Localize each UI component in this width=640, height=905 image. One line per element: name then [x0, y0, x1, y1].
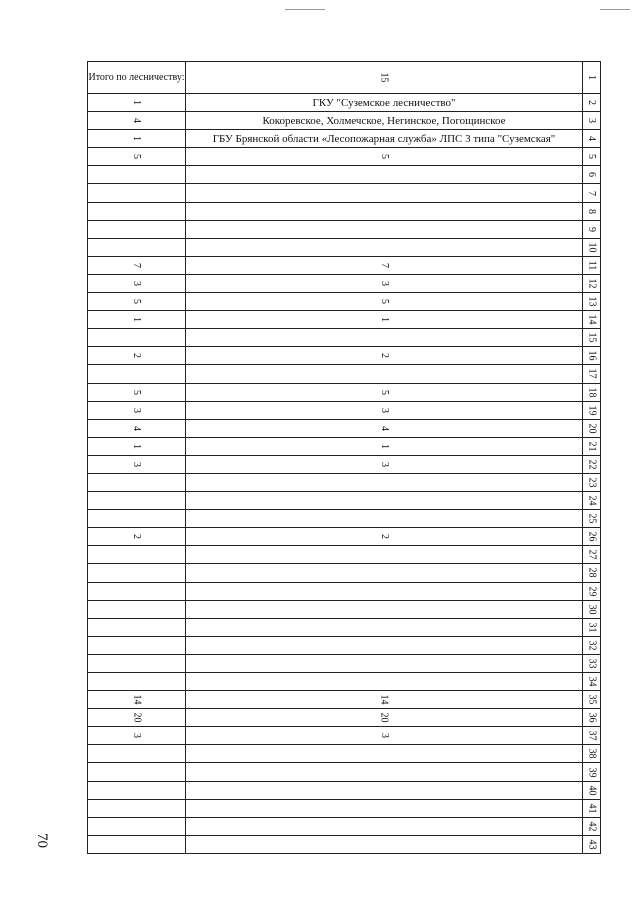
table-row	[88, 799, 601, 817]
total-cell	[88, 184, 186, 202]
total-cell: 2	[88, 528, 186, 546]
total-cell	[88, 202, 186, 220]
row-number: 23	[583, 473, 601, 491]
main-cell	[186, 365, 583, 383]
row-number: 9	[583, 220, 601, 238]
table-row	[88, 636, 601, 654]
table-row	[88, 293, 601, 311]
row-number: 21	[583, 437, 601, 455]
total-cell	[88, 510, 186, 528]
total-cell: 20	[88, 709, 186, 727]
main-cell	[186, 835, 583, 853]
table-row	[88, 437, 601, 455]
main-cell	[186, 781, 583, 799]
total-header: Итого по лесничеству:	[88, 62, 186, 94]
row-number: 25	[583, 510, 601, 528]
main-cell	[186, 600, 583, 618]
main-cell	[186, 564, 583, 582]
total-cell: 1	[88, 130, 186, 148]
total-cell	[88, 546, 186, 564]
total-cell: 5	[88, 293, 186, 311]
table-row	[88, 618, 601, 636]
main-cell	[186, 745, 583, 763]
row-number: 40	[583, 781, 601, 799]
row-number: 39	[583, 763, 601, 781]
table-row	[88, 311, 601, 329]
total-cell: 5	[88, 383, 186, 401]
row-number: 42	[583, 817, 601, 835]
total-cell	[88, 636, 186, 654]
table-row	[88, 148, 601, 166]
total-cell	[88, 166, 186, 184]
row-number: 2	[583, 94, 601, 112]
total-cell	[88, 763, 186, 781]
row-number: 29	[583, 582, 601, 600]
main-cell: 3	[186, 455, 583, 473]
total-cell	[88, 582, 186, 600]
total-cell	[88, 492, 186, 510]
total-cell: 3	[88, 274, 186, 292]
row-number: 20	[583, 419, 601, 437]
main-cell: 3	[186, 274, 583, 292]
row-number: 24	[583, 492, 601, 510]
main-cell: 1	[186, 437, 583, 455]
total-cell	[88, 745, 186, 763]
row-number: 34	[583, 673, 601, 691]
main-cell	[186, 166, 583, 184]
table-row	[88, 691, 601, 709]
row-number: 13	[583, 293, 601, 311]
table-row	[88, 492, 601, 510]
total-cell	[88, 329, 186, 347]
table-row	[88, 781, 601, 799]
main-cell: 4	[186, 419, 583, 437]
table-row	[88, 564, 601, 582]
main-cell: 5	[186, 293, 583, 311]
main-cell: ГБУ Брянской области «Лесопожарная служба» ЛПС 3 типа "Суземская"	[186, 130, 583, 148]
table-row	[88, 220, 601, 238]
main-cell	[186, 763, 583, 781]
row-number: 28	[583, 564, 601, 582]
total-cell	[88, 835, 186, 853]
main-cell	[186, 618, 583, 636]
forestry-table	[87, 61, 601, 854]
main-cell: 7	[186, 256, 583, 274]
total-cell	[88, 365, 186, 383]
total-cell	[88, 220, 186, 238]
table-row	[88, 709, 601, 727]
table-row	[88, 473, 601, 491]
row-number: 33	[583, 654, 601, 672]
total-cell	[88, 799, 186, 817]
main-cell: 14	[186, 691, 583, 709]
header-row	[88, 62, 601, 94]
row-number: 1	[583, 62, 601, 94]
row-number: 7	[583, 184, 601, 202]
table-row	[88, 455, 601, 473]
table-row	[88, 274, 601, 292]
table-row	[88, 365, 601, 383]
main-cell: 2	[186, 347, 583, 365]
total-cell: 1	[88, 437, 186, 455]
total-cell	[88, 817, 186, 835]
main-cell	[186, 654, 583, 672]
main-cell	[186, 673, 583, 691]
row-number: 27	[583, 546, 601, 564]
table-row	[88, 130, 601, 148]
total-cell: 1	[88, 94, 186, 112]
table-row	[88, 727, 601, 745]
row-number: 12	[583, 274, 601, 292]
table-row	[88, 329, 601, 347]
main-cell: 5	[186, 383, 583, 401]
main-cell	[186, 636, 583, 654]
main-cell	[186, 329, 583, 347]
main-cell	[186, 184, 583, 202]
total-cell	[88, 673, 186, 691]
main-cell	[186, 238, 583, 256]
table-row	[88, 184, 601, 202]
table-row	[88, 401, 601, 419]
total-cell	[88, 618, 186, 636]
row-number: 10	[583, 238, 601, 256]
total-cell: 3	[88, 455, 186, 473]
main-cell	[186, 546, 583, 564]
row-number: 35	[583, 691, 601, 709]
total-cell	[88, 781, 186, 799]
total-cell	[88, 564, 186, 582]
total-cell	[88, 600, 186, 618]
table-row	[88, 817, 601, 835]
row-number: 41	[583, 799, 601, 817]
main-cell	[186, 492, 583, 510]
row-number: 5	[583, 148, 601, 166]
total-cell: 1	[88, 311, 186, 329]
row-number: 30	[583, 600, 601, 618]
table-row	[88, 383, 601, 401]
table-row	[88, 347, 601, 365]
table-row	[88, 94, 601, 112]
row-number: 32	[583, 636, 601, 654]
table-row	[88, 202, 601, 220]
main-cell	[186, 799, 583, 817]
row-number: 16	[583, 347, 601, 365]
row-number: 4	[583, 130, 601, 148]
main-cell: 5	[186, 148, 583, 166]
table-row	[88, 582, 601, 600]
total-cell: 3	[88, 727, 186, 745]
main-cell: Кокоревское, Холмечское, Негинское, Погощинское	[186, 112, 583, 130]
table-row	[88, 528, 601, 546]
table-row	[88, 112, 601, 130]
main-cell: 1	[186, 311, 583, 329]
row-number: 26	[583, 528, 601, 546]
total-cell: 7	[88, 256, 186, 274]
row-number: 11	[583, 256, 601, 274]
total-cell	[88, 238, 186, 256]
row-number: 31	[583, 618, 601, 636]
row-number: 22	[583, 455, 601, 473]
total-cell: 14	[88, 691, 186, 709]
main-cell: 2	[186, 528, 583, 546]
row-number: 38	[583, 745, 601, 763]
row-number: 8	[583, 202, 601, 220]
table-row	[88, 673, 601, 691]
page-number: 70	[34, 833, 50, 848]
main-cell	[186, 473, 583, 491]
table-row	[88, 763, 601, 781]
row-number: 3	[583, 112, 601, 130]
scan-artifact-line	[600, 9, 630, 10]
main-cell	[186, 220, 583, 238]
table-row	[88, 238, 601, 256]
table-row	[88, 835, 601, 853]
row-number: 14	[583, 311, 601, 329]
main-cell	[186, 510, 583, 528]
row-number: 17	[583, 365, 601, 383]
row-number: 37	[583, 727, 601, 745]
table-row	[88, 510, 601, 528]
scan-artifact-line	[285, 9, 325, 10]
total-cell	[88, 654, 186, 672]
main-cell: 3	[186, 401, 583, 419]
table-row	[88, 600, 601, 618]
main-cell: ГКУ "Суземское лесничество"	[186, 94, 583, 112]
row-number: 19	[583, 401, 601, 419]
row-number: 43	[583, 835, 601, 853]
table-row	[88, 419, 601, 437]
total-cell: 4	[88, 419, 186, 437]
table-row	[88, 256, 601, 274]
table-row	[88, 745, 601, 763]
table-row	[88, 654, 601, 672]
main-cell: 20	[186, 709, 583, 727]
table-row	[88, 166, 601, 184]
total-cell	[88, 473, 186, 491]
row-number: 6	[583, 166, 601, 184]
main-cell	[186, 582, 583, 600]
main-cell	[186, 202, 583, 220]
total-cell: 4	[88, 112, 186, 130]
total-cell: 2	[88, 347, 186, 365]
row-number: 18	[583, 383, 601, 401]
main-cell: 3	[186, 727, 583, 745]
row-number: 36	[583, 709, 601, 727]
total-cell: 3	[88, 401, 186, 419]
table-row	[88, 546, 601, 564]
row-number: 15	[583, 329, 601, 347]
header-main-value: 15	[186, 62, 583, 94]
total-cell: 5	[88, 148, 186, 166]
main-cell	[186, 817, 583, 835]
